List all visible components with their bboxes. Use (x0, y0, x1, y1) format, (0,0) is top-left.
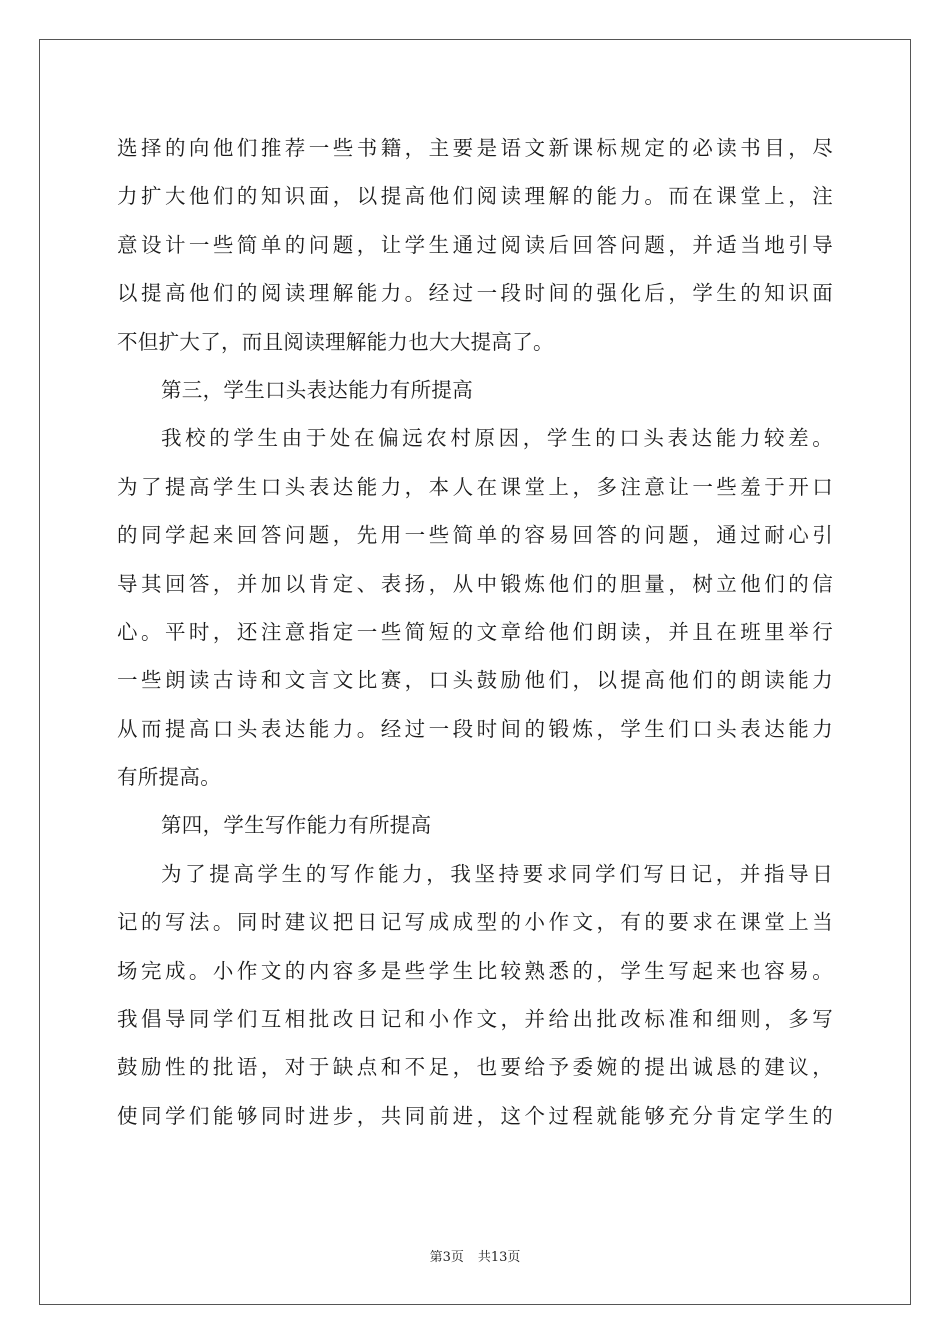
page-number: 第3页 (429, 1250, 464, 1265)
text-line: 鼓励性的批语，对于缺点和不足，也要给予委婉的提出诚恳的建议， (117, 1055, 833, 1080)
section-heading: 第三，学生口头表达能力有所提高 (161, 377, 473, 402)
text-line: 的同学起来回答问题，先用一些简单的容易回答的问题，通过耐心引 (117, 523, 833, 548)
text-line: 心。平时，还注意指定一些简短的文章给他们朗读，并且在班里举行 (117, 619, 833, 644)
text-line: 使同学们能够同时进步，共同前进，这个过程就能够充分肯定学生的 (117, 1103, 833, 1128)
document-body (117, 124, 833, 1140)
text-line: 以提高他们的阅读理解能力。经过一段时间的强化后，学生的知识面 (117, 281, 833, 306)
text-line: 不但扩大了，而且阅读理解能力也大大提高了。 (117, 329, 554, 354)
text-line: 导其回答，并加以肯定、表扬，从中锻炼他们的胆量，树立他们的信 (117, 571, 833, 596)
text-line: 我校的学生由于处在偏远农村原因，学生的口头表达能力较差。 (161, 426, 833, 451)
text-line: 意设计一些简单的问题，让学生通过阅读后回答问题，并适当地引导 (117, 232, 833, 257)
section-heading: 第四，学生写作能力有所提高 (161, 813, 432, 838)
text-line: 选择的向他们推荐一些书籍，主要是语文新课标规定的必读书目，尽 (117, 136, 833, 160)
text-line: 为了提高学生的写作能力，我坚持要求同学们写日记，并指导日 (161, 861, 833, 886)
text-line: 从而提高口头表达能力。经过一段时间的锻炼，学生们口头表达能力 (117, 716, 833, 741)
text-line: 有所提高。 (117, 765, 221, 790)
page-footer (0, 1246, 950, 1265)
text-line: 我倡导同学们互相批改日记和小作文，并给出批改标准和细则，多写 (117, 1007, 833, 1032)
text-line: 一些朗读古诗和文言文比赛，口头鼓励他们，以提高他们的朗读能力 (117, 668, 833, 693)
text-line: 为了提高学生口头表达能力，本人在课堂上，多注意让一些羞于开口 (117, 474, 833, 499)
text-line: 力扩大他们的知识面，以提高他们阅读理解的能力。而在课堂上，注 (117, 184, 833, 209)
text-line: 场完成。小作文的内容多是些学生比较熟悉的，学生写起来也容易。 (117, 958, 833, 983)
page-total: 共13页 (477, 1250, 521, 1265)
text-line: 记的写法。同时建议把日记写成成型的小作文，有的要求在课堂上当 (117, 910, 833, 935)
